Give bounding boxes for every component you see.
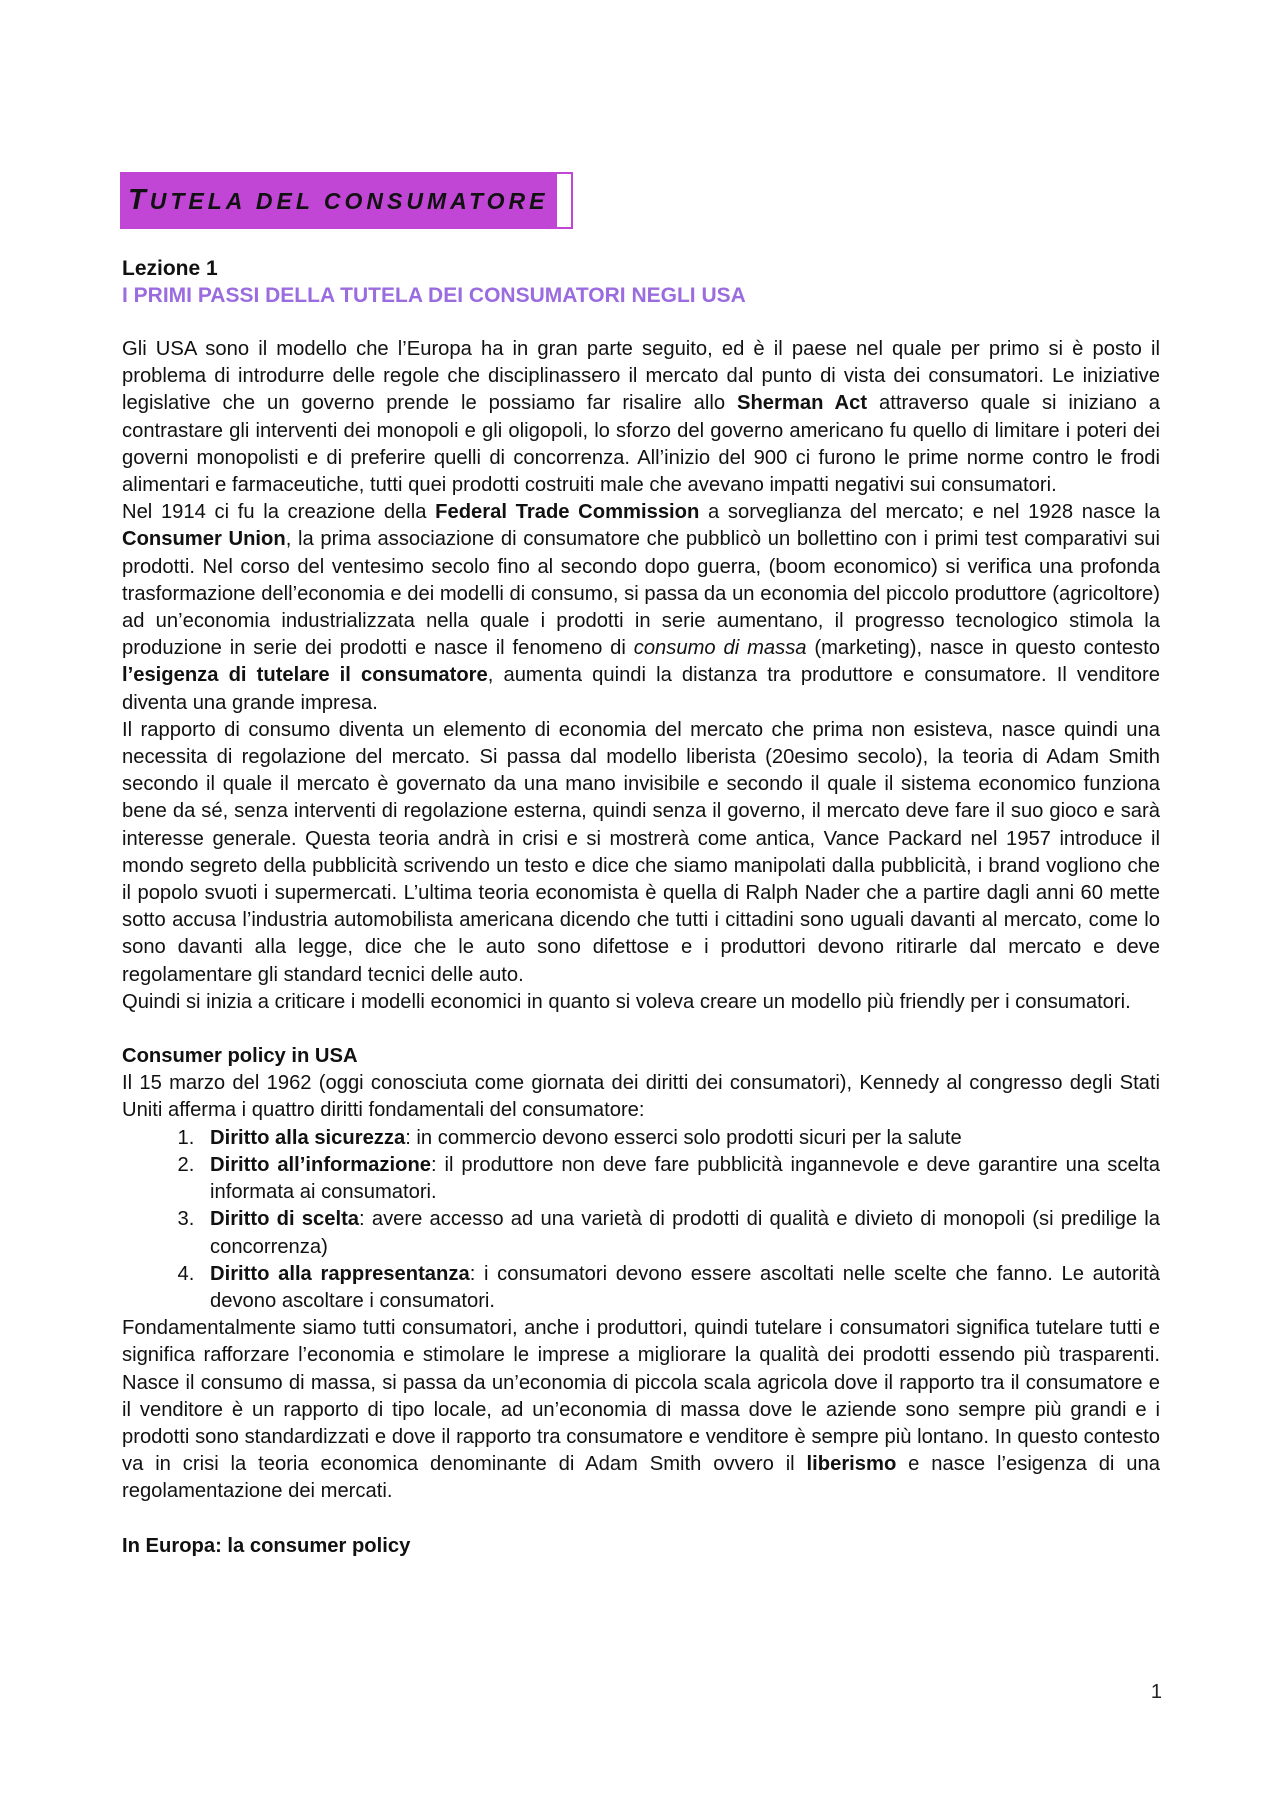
- liberismo: liberismo: [806, 1453, 897, 1476]
- rights-list: [122, 1125, 1160, 1315]
- consumer-union: Consumer Union: [122, 528, 286, 551]
- paragraph-3: Il rapporto di consumo diventa un elemento di economia del mercato che prima non esisteva, nasce quindi una necessita di regolazione del mercato. Si passa dal modello liberista (20esimo secolo), la teoria di Adam Smith secondo il quale il mercato è governato da una mano invisibile e secondo il quale il sistema economico funziona bene da sé, senza interventi di regolazione esterna, quindi senza il governo, il mercato deve fare il suo gioco e sarà interesse generale. Questa teoria andrà in crisi e si mostrerà come antica, Vance Packard nel 1957 introduce il mondo segreto della pubblicità scrivendo un testo e dice che siamo manipolati dalla pubblicità, i brand vogliono che il popolo svuoti i supermercati. L’ultima teoria economista è quella di Ralph Nader che a partire dagli anni 60 mette sotto accusa l’industria automobilista americana dicendo che tutti i cittadini sono uguali davanti al mercato, come lo sono davanti alla legge, dice che le auto sono difettose e i produttori devono ritirarle dal mercato e deve regolamentare gli standard tecnici delle auto.: [122, 718, 1160, 986]
- document-title: [128, 184, 549, 217]
- lesson-label: Lezione 1: [122, 257, 218, 280]
- title-banner: [122, 174, 571, 227]
- ftc: Federal Trade Commission: [435, 501, 700, 524]
- usa-intro: Il 15 marzo del 1962 (oggi conosciuta come giornata dei diritti dei consumatori), Kennedy al congresso degli Stati Uniti afferma i quattro diritti fondamentali del consumatore:: [122, 1072, 1160, 1122]
- title-rest: UTELA DEL CONSUMATORE: [149, 188, 549, 214]
- list-item: 2. Diritto all’informazione: il produttore non deve fare pubblicità ingannevole e deve garantire una scelta informata ai consumatori.: [200, 1152, 1160, 1206]
- consumo-di-massa: consumo di massa: [633, 637, 807, 660]
- sherman-act: Sherman Act: [737, 392, 868, 415]
- list-item: 4. Diritto alla rappresentanza: i consumatori devono essere ascoltati nelle scelte che fanno. Le autorità devono ascoltare i consumatori.: [200, 1261, 1160, 1315]
- closing-paragraph: Fondamentalmente siamo tutti consumatori, anche i produttori, quindi tutelare i consumatori significa tutelare tutti e significa rafforzare l’economia e stimolare le imprese a migliorare la qualità dei prodotti essendo più trasparenti. Nasce il consumo di massa, si passa da un’economia di piccola scala agricola dove il rapporto tra il consumatore e il venditore è un rapporto di tipo locale, ad un’economia di massa dove le aziende sono sempre più grandi e i prodotti sono standardizzati e dove il rapporto tra consumatore e venditore è sempre più lontano. In questo contesto va in crisi la teoria economica denominante di Adam Smith ovvero il liberismo e nasce l’esigenza di una regolamentazione dei mercati.: [122, 1317, 1160, 1503]
- document-page: [122, 174, 1160, 1560]
- section-heading-europe: In Europa: la consumer policy: [122, 1534, 411, 1557]
- section-heading-usa: Consumer policy in USA: [122, 1045, 358, 1068]
- paragraph-4: Quindi si inizia a criticare i modelli economici in quanto si voleva creare un modello più friendly per i consumatori.: [122, 990, 1131, 1013]
- list-item: 3. Diritto di scelta: avere accesso ad una varietà di prodotti di qualità e divieto di monopoli (si predilige la concorrenza): [200, 1206, 1160, 1260]
- page-number: 1: [1150, 1681, 1162, 1703]
- body-text: [122, 336, 1160, 1560]
- list-item: 1. Diritto alla sicurezza: in commercio devono esserci solo prodotti sicuri per la salute: [200, 1125, 1160, 1152]
- lesson-subtitle: I PRIMI PASSI DELLA TUTELA DEI CONSUMATORI NEGLI USA: [122, 284, 746, 307]
- paragraph-1: Gli USA sono il modello che l’Europa ha in gran parte seguito, ed è il paese nel quale per primo si è posto il problema di introdurre delle regole che disciplinassero il mercato dal punto di vista dei consumatori. Le iniziative legislative che un governo prende le possiamo far risalire allo Sherman Act attraverso quale si iniziano a contrastare gli interventi dei monopoli e gli oligopoli, lo sforzo del governo americano fu quello di limitare i poteri dei governi monopolisti e di preferire quelli di concorrenza. All’inizio del 900 ci furono le prime norme contro le frodi alimentari e farmaceutiche, tutti quei prodotti costruiti male che avevano impatti negativi sui consumatori.: [122, 338, 1161, 497]
- esigenza-tutela: l’esigenza di tutelare il consumatore: [122, 664, 488, 687]
- paragraph-2: Nel 1914 ci fu la creazione della Federal Trade Commission a sorveglianza del mercato; e nel 1928 nasce la Consumer Union, la prima associazione di consumatore che pubblicò un bollettino con i primi test comparativi sui prodotti. Nel corso del ventesimo secolo fino al secondo dopo guerra, (boom economico) si verifica una profonda trasformazione dell’economia e dei modelli di consumo, si passa da un economia del piccolo produttore (agricoltore) ad un’economia industrializzata nella quale i prodotti in serie aumentano, il progresso tecnologico stimola la produzione in serie dei prodotti e nasce il fenomeno di consumo di massa (marketing), nasce in questo contesto l’esigenza di tutelare il consumatore, aumenta quindi la distanza tra produttore e consumatore. Il venditore diventa una grande impresa.: [122, 501, 1161, 714]
- title-initial: T: [128, 184, 150, 216]
